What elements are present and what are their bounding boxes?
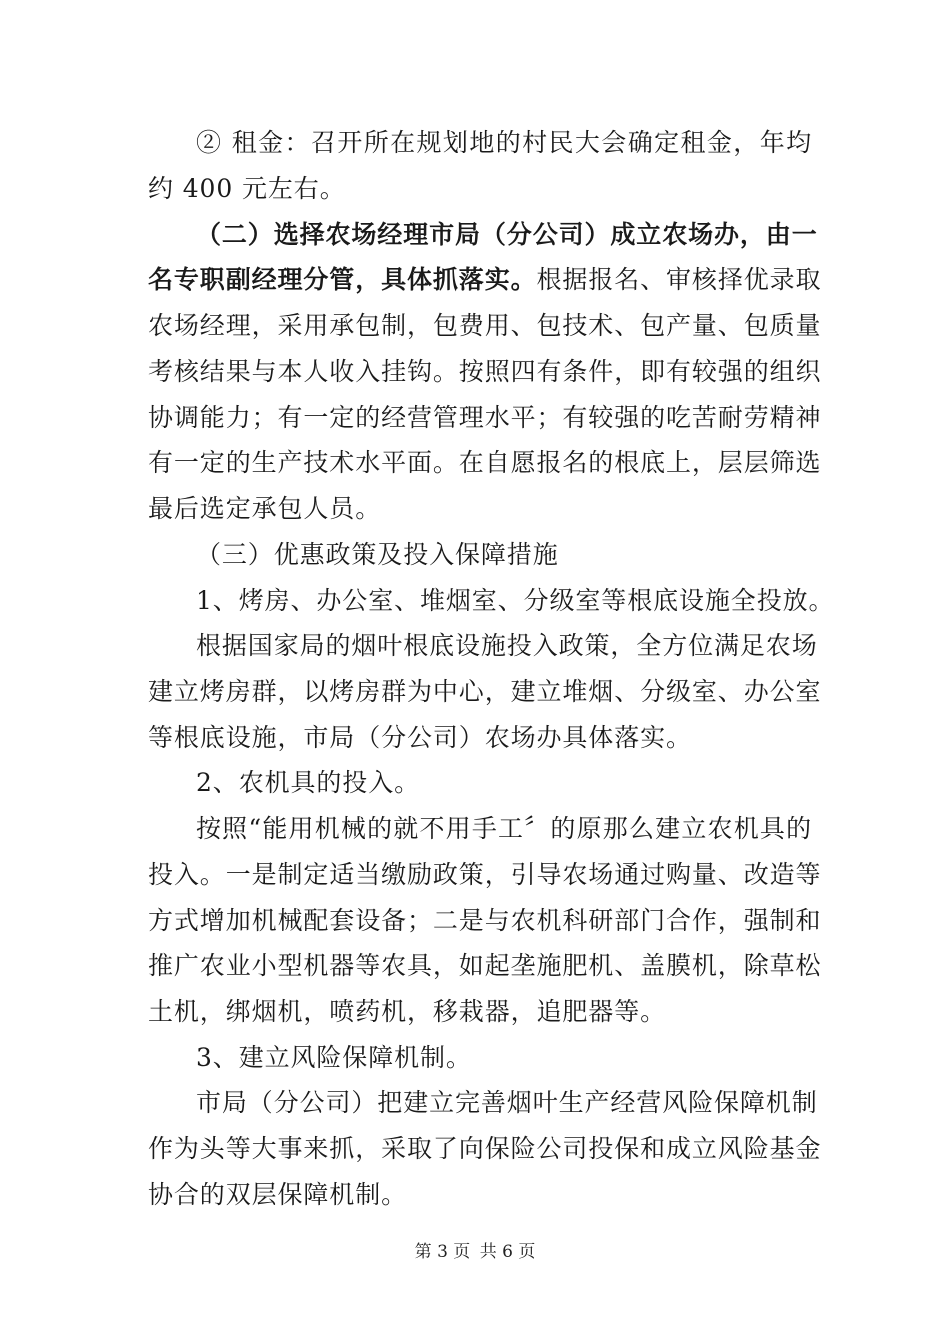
list-item: 3、建立风险保障机制。 (196, 1043, 472, 1072)
paragraph-line: 最后选定承包人员。 (148, 494, 382, 523)
paragraph-line: 根据国家局的烟叶根底设施投入政策，全方位满足农场 (196, 631, 818, 660)
section-heading-continuation: 名专职副经理分管，具体抓落实。 (148, 265, 537, 294)
page-number: 第 3 页 (414, 1242, 471, 1262)
paragraph-line: 协调能力；有一定的经营管理水平；有较强的吃苦耐劳精神 (148, 403, 822, 432)
paragraph-line: 约 400 元左右。 (148, 174, 346, 203)
section-heading: （二）选择农场经理市局（分公司）成立农场办，由一 (196, 220, 818, 249)
paragraph-line: 作为头等大事来抓，采取了向保险公司投保和成立风险基金 (148, 1134, 822, 1163)
paragraph-line: 协合的双层保障机制。 (148, 1180, 408, 1209)
paragraph-line: 方式增加机械配套设备；二是与农机科研部门合作，强制和 (148, 906, 822, 935)
page-footer (0, 1241, 950, 1263)
paragraph-line: 市局（分公司）把建立完善烟叶生产经营风险保障机制 (196, 1088, 818, 1117)
paragraph-line: 土机，绑烟机，喷药机，移栽器，追肥器等。 (148, 997, 667, 1026)
paragraph-line: 建立烤房群，以烤房群为中心，建立堆烟、分级室、办公室 (148, 677, 822, 706)
list-item: 1、烤房、办公室、堆烟室、分级室等根底设施全投放。 (196, 586, 835, 615)
paragraph-line: ② 租金：召开所在规划地的村民大会确定租金，年均 (196, 128, 812, 157)
page-total: 共 6 页 (479, 1242, 536, 1262)
list-item: 2、农机具的投入。 (196, 768, 421, 797)
paragraph-line: 农场经理，采用承包制，包费用、包技术、包产量、包质量 (148, 311, 822, 340)
section-heading: （三）优惠政策及投入保障措施 (196, 540, 559, 569)
paragraph-line: 推广农业小型机器等农具，如起垄施肥机、盖膜机，除草松 (148, 951, 822, 980)
paragraph-line: 按照“能用机械的就不用手工〞的原那么建立农机具的 (196, 814, 812, 843)
paragraph-text: 根据报名、审核择优录取 (536, 265, 822, 294)
paragraph-line: 投入。一是制定适当缴励政策，引导农场通过购量、改造等 (148, 860, 822, 889)
paragraph-line: 考核结果与本人收入挂钩。按照四有条件，即有较强的组织 (148, 357, 822, 386)
paragraph-line: 有一定的生产技术水平面。在自愿报名的根底上，层层筛选 (148, 448, 822, 477)
paragraph-line: 等根底设施，市局（分公司）农场办具体落实。 (148, 723, 692, 752)
paragraph-line (148, 265, 822, 295)
